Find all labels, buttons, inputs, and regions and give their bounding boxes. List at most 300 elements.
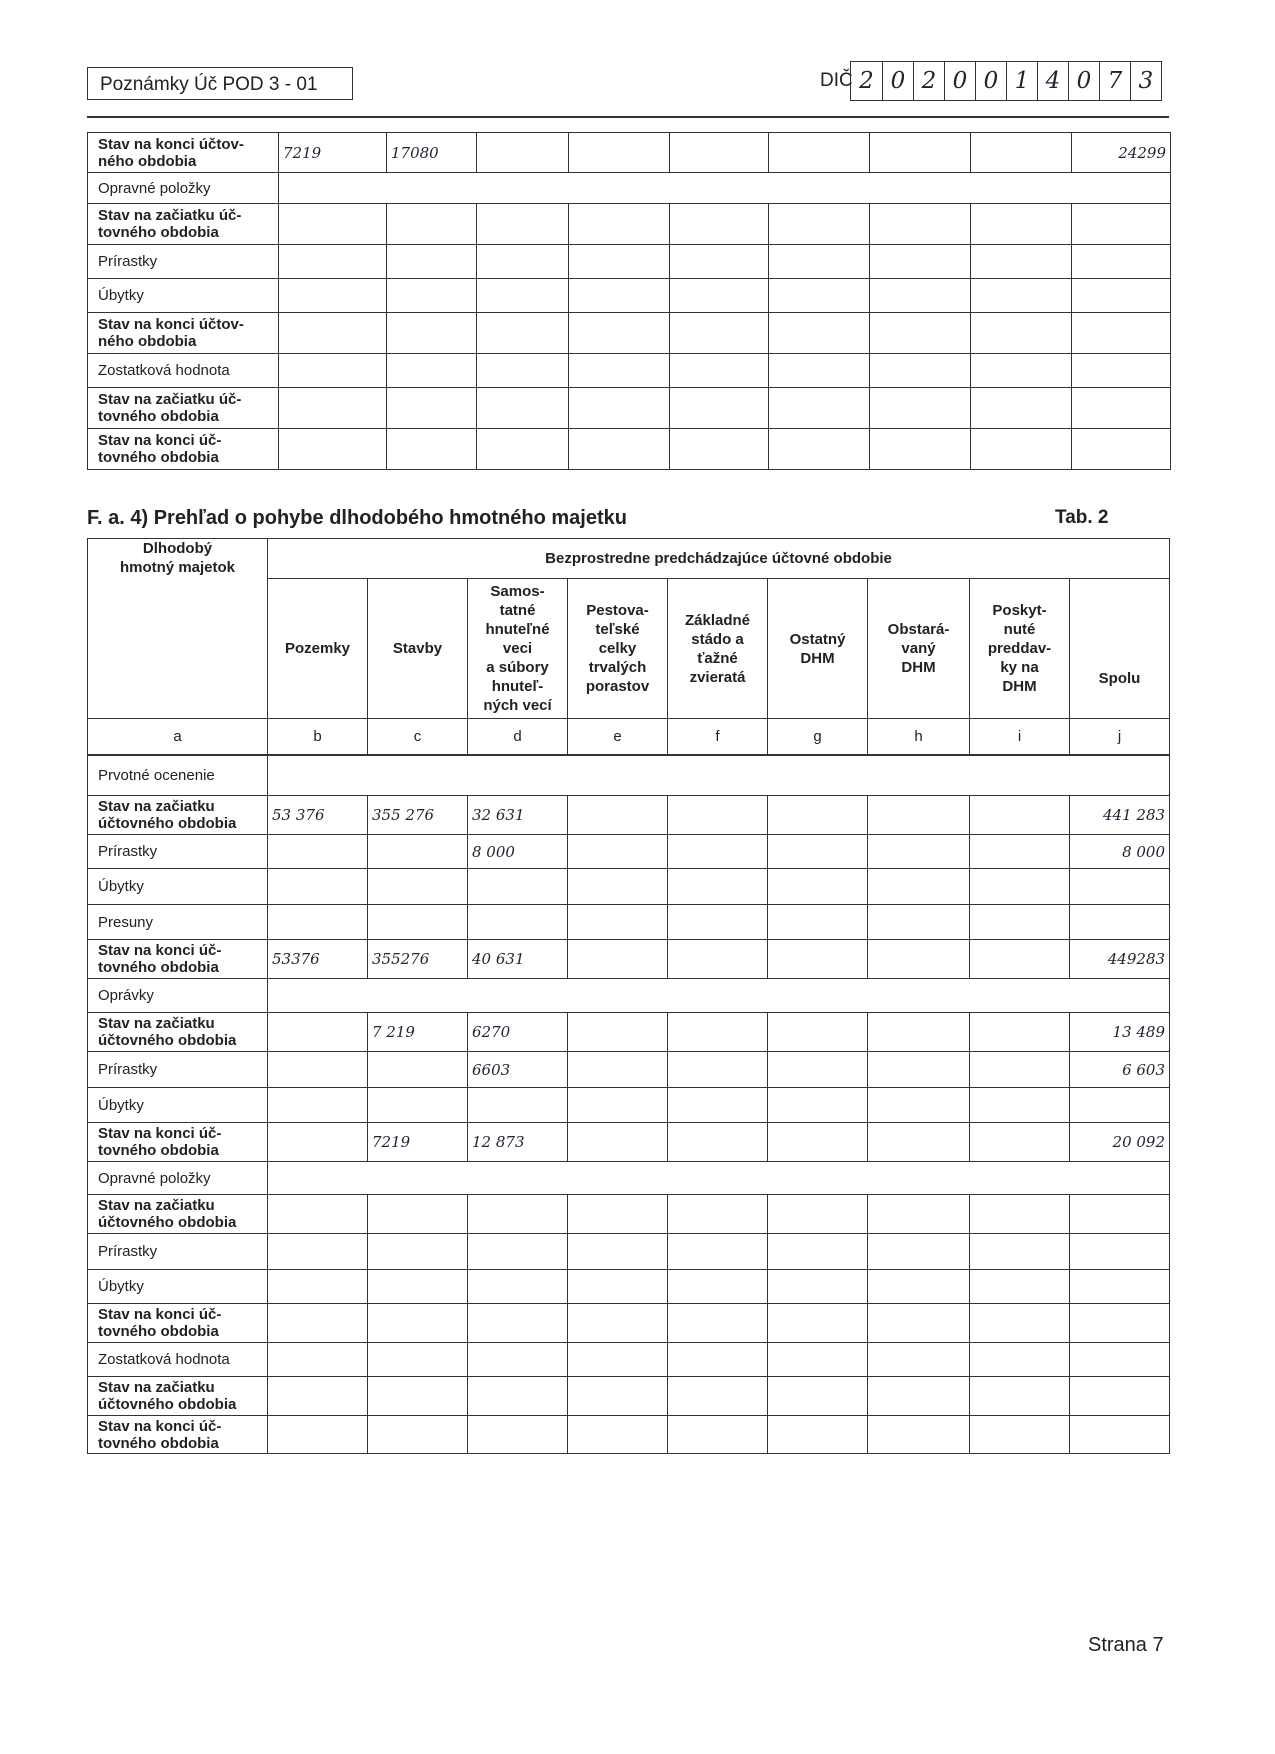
table-row — [88, 1123, 1170, 1162]
row-label: Stav na konci úč- tovného obdobia — [88, 940, 268, 979]
value-cell — [970, 1416, 1070, 1454]
value-cell: 12 873 — [468, 1123, 568, 1162]
value-cell: 53 376 — [268, 796, 368, 835]
value-cell — [670, 429, 769, 470]
value-cell — [971, 279, 1072, 313]
section-blank-cell — [279, 173, 1171, 204]
value-cell — [970, 1234, 1070, 1270]
value-cell — [568, 869, 668, 905]
upper-continuation-table — [87, 132, 1171, 470]
row-label: Opravné položky — [88, 173, 279, 204]
row-label: Prvotné ocenenie — [88, 755, 268, 796]
value-cell — [468, 1343, 568, 1377]
row-label: Úbytky — [88, 279, 279, 313]
value-cell: 441 283 — [1070, 796, 1170, 835]
dic-digit-box: 0 — [975, 62, 1006, 100]
row-label: Stav na začiatku úč- tovného obdobia — [88, 204, 279, 245]
value-cell: 40 631 — [468, 940, 568, 979]
table-row — [88, 1088, 1170, 1123]
value-cell — [970, 1270, 1070, 1304]
period-header: Bezprostredne predchádzajúce účtovné obdobie — [268, 539, 1170, 579]
table-row — [88, 1304, 1170, 1343]
value-cell — [670, 133, 769, 173]
value-cell — [668, 1304, 768, 1343]
value-cell — [468, 1234, 568, 1270]
value-cell — [768, 1304, 868, 1343]
value-cell — [668, 1013, 768, 1052]
value-cell — [868, 1377, 970, 1416]
value-cell — [268, 1195, 368, 1234]
value-cell: 7 219 — [368, 1013, 468, 1052]
dic-digit-box: 2 — [913, 62, 944, 100]
value-cell — [268, 905, 368, 940]
value-cell — [868, 1304, 970, 1343]
section-blank-cell — [268, 979, 1170, 1013]
column-header: Pestova- teľské celky trvalých porastov — [568, 579, 668, 719]
table-row — [88, 204, 1171, 245]
value-cell — [769, 245, 870, 279]
value-cell — [668, 869, 768, 905]
table-row — [88, 835, 1170, 869]
header-row — [88, 539, 1170, 579]
value-cell: 32 631 — [468, 796, 568, 835]
column-header: Samos- tatné hnuteľné veci a súbory hnuteľ- ných vecí — [468, 579, 568, 719]
value-cell — [668, 835, 768, 869]
value-cell — [1072, 245, 1171, 279]
column-letter: b — [268, 719, 368, 755]
value-cell: 6270 — [468, 1013, 568, 1052]
value-cell — [477, 245, 569, 279]
value-cell — [368, 1195, 468, 1234]
value-cell — [768, 1013, 868, 1052]
value-cell — [268, 1234, 368, 1270]
value-cell — [569, 133, 670, 173]
value-cell — [368, 1270, 468, 1304]
value-cell — [368, 905, 468, 940]
value-cell — [568, 1343, 668, 1377]
value-cell — [971, 133, 1072, 173]
value-cell — [568, 796, 668, 835]
column-letter: a — [88, 719, 268, 755]
table-row — [88, 1195, 1170, 1234]
value-cell — [768, 869, 868, 905]
dic-digit-box: 0 — [1068, 62, 1099, 100]
value-cell — [971, 313, 1072, 354]
value-cell — [971, 354, 1072, 388]
value-cell — [970, 1195, 1070, 1234]
row-label: Stav na začiatku účtovného obdobia — [88, 1195, 268, 1234]
value-cell — [279, 354, 387, 388]
value-cell — [387, 388, 477, 429]
row-label: Stav na začiatku účtovného obdobia — [88, 1013, 268, 1052]
value-cell — [971, 204, 1072, 245]
value-cell — [468, 869, 568, 905]
value-cell — [970, 1304, 1070, 1343]
column-letter: e — [568, 719, 668, 755]
value-cell — [279, 279, 387, 313]
value-cell — [970, 905, 1070, 940]
value-cell — [1070, 869, 1170, 905]
value-cell: 13 489 — [1070, 1013, 1170, 1052]
value-cell — [387, 245, 477, 279]
value-cell — [568, 1123, 668, 1162]
value-cell — [970, 1343, 1070, 1377]
column-letter: c — [368, 719, 468, 755]
table-row — [88, 279, 1171, 313]
value-cell — [768, 1123, 868, 1162]
value-cell — [1072, 388, 1171, 429]
value-cell — [477, 354, 569, 388]
value-cell — [1072, 204, 1171, 245]
header-divider — [87, 116, 1169, 118]
value-cell: 355276 — [368, 940, 468, 979]
value-cell — [870, 245, 971, 279]
column-header: Základné stádo a ťažné zvieratá — [668, 579, 768, 719]
value-cell: 8 000 — [468, 835, 568, 869]
value-cell — [769, 354, 870, 388]
value-cell — [768, 835, 868, 869]
column-header: Ostatný DHM — [768, 579, 868, 719]
value-cell — [368, 835, 468, 869]
value-cell — [468, 1270, 568, 1304]
value-cell — [1070, 1416, 1170, 1454]
dic-digit-box: 0 — [882, 62, 913, 100]
row-label: Stav na začiatku účtovného obdobia — [88, 1377, 268, 1416]
value-cell — [268, 1343, 368, 1377]
value-cell — [1070, 1195, 1170, 1234]
value-cell — [970, 835, 1070, 869]
value-cell — [868, 940, 970, 979]
corner-header: Dlhodobý hmotný majetok — [88, 539, 268, 719]
row-label: Stav na začiatku účtovného obdobia — [88, 796, 268, 835]
value-cell — [868, 1270, 970, 1304]
value-cell — [468, 1304, 568, 1343]
value-cell — [970, 940, 1070, 979]
value-cell — [279, 204, 387, 245]
column-letter: i — [970, 719, 1070, 755]
section-title: F. a. 4) Prehľad o pohybe dlhodobého hmotného majetku — [87, 507, 627, 529]
value-cell — [569, 313, 670, 354]
table-row — [88, 796, 1170, 835]
value-cell — [768, 1052, 868, 1088]
value-cell — [971, 388, 1072, 429]
value-cell — [768, 1416, 868, 1454]
value-cell — [368, 1304, 468, 1343]
value-cell — [279, 429, 387, 470]
value-cell — [268, 1088, 368, 1123]
value-cell — [668, 1088, 768, 1123]
value-cell — [468, 1088, 568, 1123]
value-cell — [387, 204, 477, 245]
value-cell — [568, 1052, 668, 1088]
value-cell — [1072, 354, 1171, 388]
value-cell — [268, 1304, 368, 1343]
value-cell — [668, 1270, 768, 1304]
value-cell — [568, 835, 668, 869]
value-cell — [568, 1377, 668, 1416]
value-cell — [568, 1013, 668, 1052]
value-cell — [870, 204, 971, 245]
row-label: Stav na konci úč- tovného obdobia — [88, 1416, 268, 1454]
value-cell — [279, 388, 387, 429]
value-cell — [670, 354, 769, 388]
value-cell — [1070, 1343, 1170, 1377]
value-cell — [868, 796, 970, 835]
letter-row — [88, 719, 1170, 755]
value-cell — [868, 1013, 970, 1052]
value-cell — [1070, 1377, 1170, 1416]
value-cell — [768, 940, 868, 979]
value-cell — [868, 1052, 970, 1088]
value-cell: 17080 — [387, 133, 477, 173]
value-cell — [368, 1416, 468, 1454]
dic-digit-box: 2 — [859, 68, 874, 94]
value-cell — [368, 1234, 468, 1270]
value-cell — [768, 796, 868, 835]
value-cell — [1070, 1088, 1170, 1123]
table-row — [88, 755, 1170, 796]
row-label: Úbytky — [88, 1088, 268, 1123]
value-cell — [668, 1234, 768, 1270]
value-cell — [668, 1195, 768, 1234]
value-cell — [668, 905, 768, 940]
value-cell — [769, 133, 870, 173]
value-cell — [568, 1270, 668, 1304]
dic-digit-boxes — [850, 61, 1162, 101]
value-cell — [769, 313, 870, 354]
value-cell — [768, 1088, 868, 1123]
value-cell: 7219 — [368, 1123, 468, 1162]
value-cell — [668, 1343, 768, 1377]
value-cell — [670, 245, 769, 279]
value-cell: 449283 — [1070, 940, 1170, 979]
column-header: Poskyt- nuté preddav- ky na DHM — [970, 579, 1070, 719]
value-cell — [970, 1052, 1070, 1088]
value-cell: 7219 — [279, 133, 387, 173]
value-cell — [870, 429, 971, 470]
value-cell — [1070, 1270, 1170, 1304]
row-label: Prírastky — [88, 835, 268, 869]
value-cell — [868, 1195, 970, 1234]
value-cell — [668, 796, 768, 835]
row-label: Stav na konci úč- tovného obdobia — [88, 429, 279, 470]
column-header: Stavby — [368, 579, 468, 719]
value-cell — [568, 1304, 668, 1343]
value-cell — [768, 1270, 868, 1304]
dic-digit-box: 0 — [944, 62, 975, 100]
value-cell — [477, 313, 569, 354]
table-row — [88, 869, 1170, 905]
row-label: Prírastky — [88, 245, 279, 279]
value-cell — [468, 905, 568, 940]
value-cell — [769, 429, 870, 470]
row-label: Zostatková hodnota — [88, 354, 279, 388]
section-blank-cell — [268, 755, 1170, 796]
row-label: Prírastky — [88, 1052, 268, 1088]
column-header: Spolu — [1070, 579, 1170, 719]
column-header: Obstará- vaný DHM — [868, 579, 970, 719]
table-row — [88, 1234, 1170, 1270]
value-cell: 6603 — [468, 1052, 568, 1088]
value-cell — [970, 1088, 1070, 1123]
dic-digit-box: 4 — [1037, 62, 1068, 100]
dic-digit-box: 1 — [1006, 62, 1037, 100]
value-cell — [569, 429, 670, 470]
value-cell — [387, 429, 477, 470]
value-cell — [769, 279, 870, 313]
table-row — [88, 905, 1170, 940]
value-cell — [468, 1416, 568, 1454]
table-row — [88, 1343, 1170, 1377]
value-cell — [768, 1377, 868, 1416]
value-cell — [668, 1123, 768, 1162]
value-cell — [268, 1416, 368, 1454]
table-row — [88, 354, 1171, 388]
value-cell — [870, 133, 971, 173]
column-letter: h — [868, 719, 970, 755]
table-row — [88, 245, 1171, 279]
value-cell — [268, 1270, 368, 1304]
value-cell — [268, 1377, 368, 1416]
value-cell — [368, 869, 468, 905]
value-cell — [868, 1416, 970, 1454]
table-row — [88, 429, 1171, 470]
value-cell — [868, 905, 970, 940]
value-cell — [970, 1377, 1070, 1416]
value-cell — [387, 354, 477, 388]
value-cell — [768, 1343, 868, 1377]
table-row — [88, 388, 1171, 429]
value-cell — [477, 279, 569, 313]
table-row — [88, 940, 1170, 979]
row-label: Opravné položky — [88, 1162, 268, 1195]
table-row — [88, 1270, 1170, 1304]
row-label: Prírastky — [88, 1234, 268, 1270]
value-cell — [279, 245, 387, 279]
value-cell — [768, 905, 868, 940]
column-letter: j — [1070, 719, 1170, 755]
value-cell — [970, 796, 1070, 835]
value-cell — [268, 869, 368, 905]
value-cell — [468, 1195, 568, 1234]
value-cell — [668, 1416, 768, 1454]
value-cell — [468, 1377, 568, 1416]
value-cell — [870, 279, 971, 313]
value-cell — [569, 354, 670, 388]
page-number: Strana 7 — [1088, 1634, 1164, 1656]
value-cell — [668, 1377, 768, 1416]
row-label: Stav na konci úč- tovného obdobia — [88, 1123, 268, 1162]
value-cell — [569, 388, 670, 429]
value-cell — [568, 940, 668, 979]
value-cell — [868, 1343, 970, 1377]
value-cell — [387, 313, 477, 354]
column-letter: g — [768, 719, 868, 755]
row-label: Presuny — [88, 905, 268, 940]
value-cell: 20 092 — [1070, 1123, 1170, 1162]
value-cell — [769, 204, 870, 245]
table-row — [88, 979, 1170, 1013]
value-cell — [1070, 905, 1170, 940]
value-cell — [569, 279, 670, 313]
value-cell: 355 276 — [368, 796, 468, 835]
value-cell — [268, 1123, 368, 1162]
row-label: Stav na začiatku úč- tovného obdobia — [88, 388, 279, 429]
value-cell: 24299 — [1072, 133, 1171, 173]
value-cell — [970, 1123, 1070, 1162]
column-letter: d — [468, 719, 568, 755]
row-label: Stav na konci účtov- ného obdobia — [88, 133, 279, 173]
value-cell — [569, 245, 670, 279]
table-number-label: Tab. 2 — [1055, 507, 1109, 528]
value-cell — [670, 204, 769, 245]
row-label: Zostatková hodnota — [88, 1343, 268, 1377]
row-label: Stav na konci úč- tovného obdobia — [88, 1304, 268, 1343]
value-cell — [1070, 1234, 1170, 1270]
value-cell — [568, 1416, 668, 1454]
table-row — [88, 1377, 1170, 1416]
value-cell — [868, 1234, 970, 1270]
value-cell — [670, 388, 769, 429]
dhm-movement-table — [87, 538, 1170, 1454]
value-cell — [568, 905, 668, 940]
value-cell — [870, 313, 971, 354]
value-cell — [368, 1052, 468, 1088]
value-cell — [1072, 313, 1171, 354]
table-row — [88, 133, 1171, 173]
value-cell — [279, 313, 387, 354]
value-cell — [568, 1234, 668, 1270]
value-cell — [971, 429, 1072, 470]
value-cell — [868, 1123, 970, 1162]
row-label: Oprávky — [88, 979, 268, 1013]
dic-digit-box: 3 — [1130, 62, 1161, 100]
value-cell — [769, 388, 870, 429]
value-cell — [668, 940, 768, 979]
table-row — [88, 1052, 1170, 1088]
column-letter: f — [668, 719, 768, 755]
row-label: Úbytky — [88, 869, 268, 905]
value-cell — [668, 1052, 768, 1088]
value-cell — [477, 204, 569, 245]
table-row — [88, 1162, 1170, 1195]
value-cell — [1070, 1304, 1170, 1343]
table-row — [88, 173, 1171, 204]
value-cell — [477, 388, 569, 429]
value-cell — [768, 1195, 868, 1234]
value-cell — [568, 1195, 668, 1234]
row-label: Stav na konci účtov- ného obdobia — [88, 313, 279, 354]
value-cell — [569, 204, 670, 245]
dic-digit-box: 7 — [1099, 62, 1130, 100]
table-row — [88, 1013, 1170, 1052]
value-cell — [868, 869, 970, 905]
value-cell — [368, 1343, 468, 1377]
value-cell: 6 603 — [1070, 1052, 1170, 1088]
column-header: Pozemky — [268, 579, 368, 719]
value-cell — [768, 1234, 868, 1270]
table-row — [88, 313, 1171, 354]
value-cell — [477, 429, 569, 470]
value-cell: 8 000 — [1070, 835, 1170, 869]
row-label: Úbytky — [88, 1270, 268, 1304]
value-cell — [868, 835, 970, 869]
value-cell — [368, 1088, 468, 1123]
value-cell — [670, 279, 769, 313]
value-cell — [870, 354, 971, 388]
value-cell — [268, 835, 368, 869]
form-title: Poznámky Úč POD 3 - 01 — [87, 67, 353, 100]
